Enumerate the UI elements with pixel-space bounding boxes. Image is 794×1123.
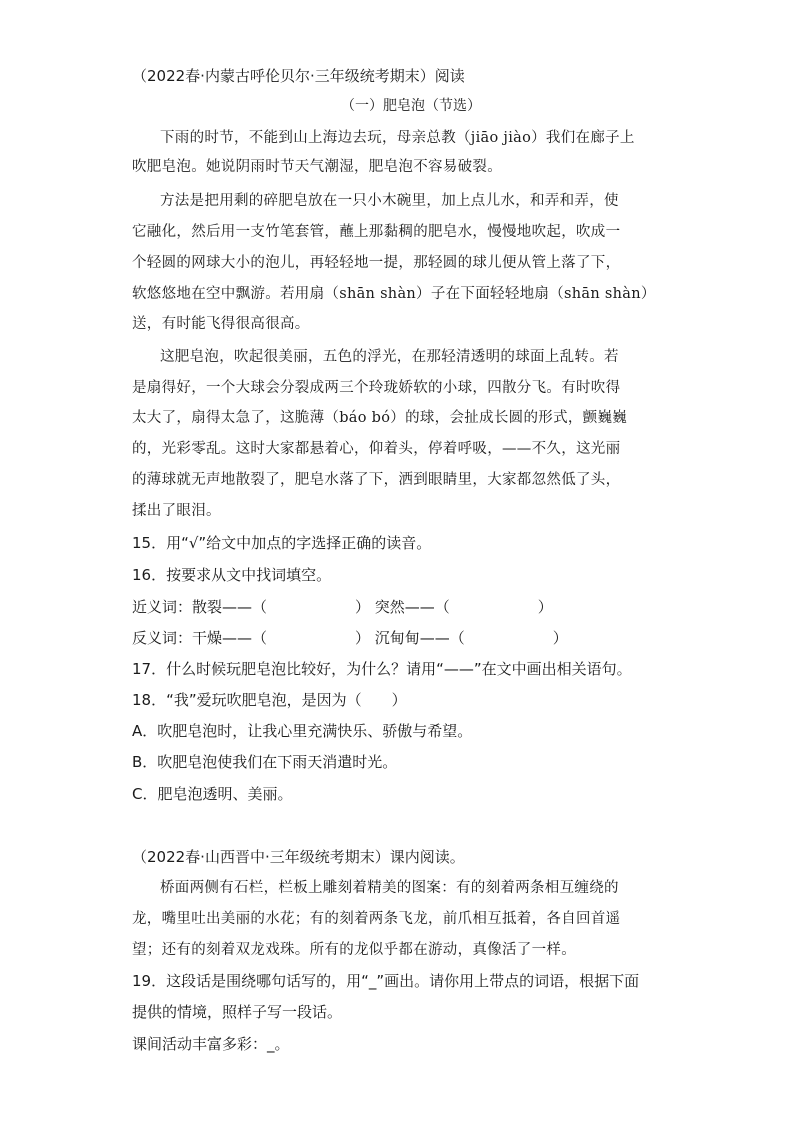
question-17: 17．什么时候玩肥皂泡比较好，为什么？请用“——”在文中画出相关语句。	[132, 660, 632, 678]
passage2-line: 桥面两侧有石栏，栏板上雕刻着精美的图案：有的刻着两条相互缠绕的	[160, 880, 619, 896]
antonyms-row	[132, 628, 568, 648]
passage1-line: 的薄球就无声地散裂了，肥皂水落了下，洒到眼睛里，大家都忽然低了头，	[132, 472, 621, 488]
passage1-line: 方法是把用剩的碎肥皂放在一只小木碗里，加上点儿水，和弄和弄，使	[160, 193, 619, 209]
question-16: 16．按要求从文中找词填空。	[132, 566, 332, 584]
passage1-line: 吹肥皂泡。她说阴雨时节天气潮湿，肥皂泡不容易破裂。	[132, 159, 502, 175]
synonyms-end: ）	[537, 598, 553, 616]
option-c[interactable]: C．肥皂泡透明、美丽。	[132, 785, 293, 803]
synonyms-row	[132, 597, 553, 617]
question-18: 18．“我”爱玩吹肥皂泡，是因为（ ）	[132, 691, 407, 709]
passage1-line: 个轻圆的网球大小的泡儿，再轻轻地一提，那轻圆的球儿便从管上落了下，	[132, 255, 621, 271]
passage2-source: （2022春·山西晋中·三年级统考期末）课内阅读。	[132, 848, 465, 866]
passage1-line: 是扇得好，一个大球会分裂成两三个玲珑娇软的小球，四散分飞。有时吹得	[132, 380, 621, 396]
question-19-cont: 提供的情境，照样子写一段话。	[132, 1003, 343, 1021]
option-a[interactable]: A．吹肥皂泡时，让我心里充满快乐、骄傲与希望。	[132, 722, 473, 740]
question-19: 19．这段话是围绕哪句话写的，用“_”画出。请你用上带点的词语，根据下面	[132, 972, 640, 990]
passage2-line: 龙，嘴里吐出美丽的水花；有的刻着两条飞龙，前爪相互抵着，各自回首遥	[132, 911, 621, 927]
synonyms-label: 近义词：散裂——（	[132, 598, 268, 616]
question-15: 15．用“√”给文中加点的字选择正确的读音。	[132, 534, 432, 552]
passage2-line: 望；还有的刻着双龙戏珠。所有的龙似乎都在游动，真像活了一样。	[132, 942, 576, 958]
passage1-line: 揉出了眼泪。	[132, 503, 221, 519]
passage1-line: 太大了，扇得太急了，这脆薄（báo bó）的球，会扯成长圆的形式，颤巍巍	[132, 410, 628, 426]
passage1-line: 它融化，然后用一支竹笔套管，蘸上那黏稠的肥皂水，慢慢地吹起，吹成一	[132, 224, 621, 240]
passage1-line: 送，有时能飞得很高很高。	[132, 316, 310, 332]
antonyms-mid: ） 沉甸甸——（	[355, 629, 465, 647]
passage1-line: 软悠悠地在空中飘游。若用扇（shān shàn）子在下面轻轻地扇（shān shàn）	[132, 286, 656, 302]
passage1-title: （一）肥皂泡（节选）	[341, 98, 481, 114]
question-19-prompt: 课间活动丰富多彩：_。	[132, 1035, 290, 1053]
passage1-line: 这肥皂泡，吹起很美丽，五色的浮光，在那轻清透明的球面上乱转。若	[160, 349, 619, 365]
option-b[interactable]: B．吹肥皂泡使我们在下雨天消遣时光。	[132, 753, 398, 771]
antonyms-end: ）	[552, 629, 568, 647]
antonyms-label: 反义词：干燥——（	[132, 629, 268, 647]
passage1-source: （2022春·内蒙古呼伦贝尔·三年级统考期末）阅读	[132, 67, 465, 85]
passage1-line: 的，光彩零乱。这时大家都悬着心，仰着头，停着呼吸，——不久，这光丽	[132, 441, 621, 457]
synonyms-mid: ） 突然——（	[355, 598, 450, 616]
passage1-line: 下雨的时节，不能到山上海边去玩，母亲总教（jiāo jiào）我们在廊子上	[160, 130, 635, 146]
